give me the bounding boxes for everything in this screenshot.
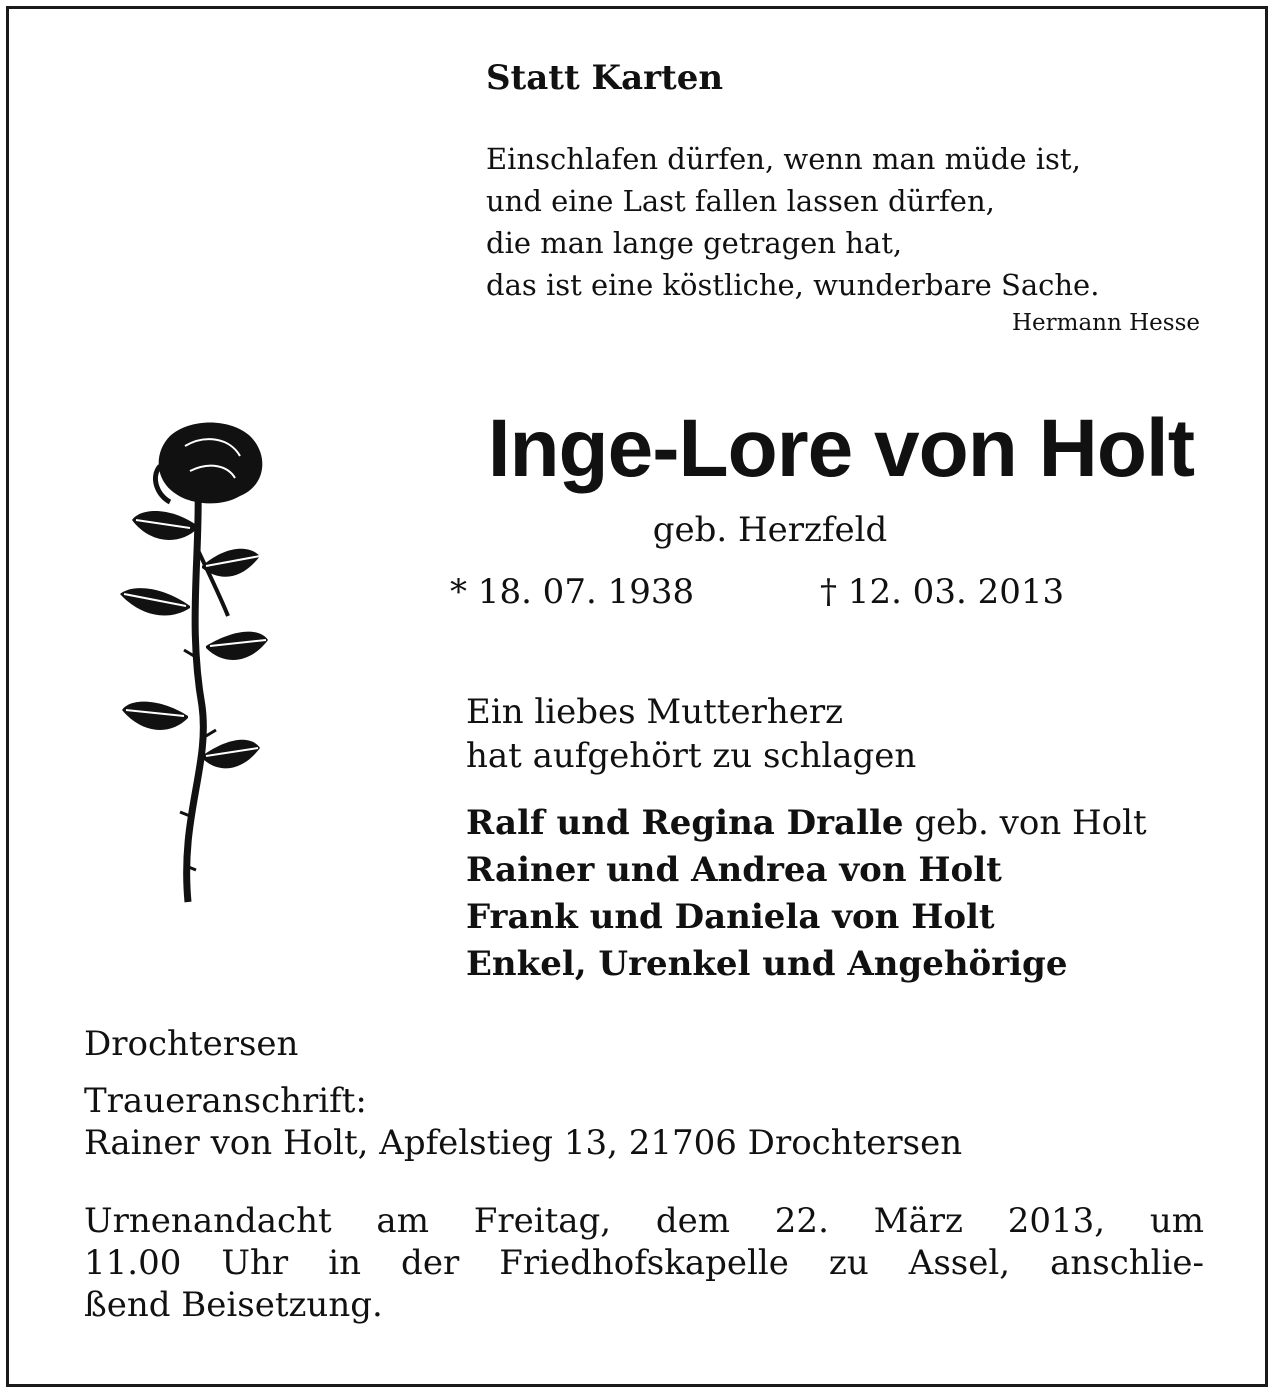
- mother-line: hat aufgehört zu schlagen: [466, 736, 917, 776]
- family-line: [466, 800, 1147, 847]
- address-line: Rainer von Holt, Apfelstieg 13, 21706 Drochtersen: [84, 1123, 963, 1163]
- service-line: Urnenandacht am Freitag, dem 22. März 2013, um: [84, 1201, 1204, 1241]
- mother-text: [466, 690, 916, 778]
- address-label: Traueranschrift:: [84, 1081, 367, 1121]
- family-names: Rainer und Andrea von Holt: [466, 850, 1002, 890]
- city: Drochtersen: [84, 1024, 299, 1064]
- family-names: Frank und Daniela von Holt: [466, 897, 995, 937]
- header-statt-karten: Statt Karten: [486, 58, 724, 98]
- service-line: ßend Beisetzung.: [84, 1285, 383, 1325]
- poem-line: und eine Last fallen lassen dürfen,: [486, 184, 995, 218]
- poem: [486, 138, 1099, 306]
- death-date: † 12. 03. 2013: [820, 572, 1065, 612]
- poem-line: die man lange getragen hat,: [486, 226, 903, 260]
- mourning-address: [84, 1080, 962, 1164]
- birth-date: * 18. 07. 1938: [450, 572, 695, 612]
- family-names: Enkel, Urenkel und Angehörige: [466, 944, 1068, 984]
- family-line: [466, 847, 1147, 894]
- family-names: Ralf und Regina Dralle: [466, 803, 904, 843]
- deceased-name: Inge-Lore von Holt: [487, 403, 1194, 494]
- rose-icon: [110, 416, 280, 906]
- mother-line: Ein liebes Mutterherz: [466, 692, 844, 732]
- service-notice: [84, 1200, 1204, 1326]
- family-note: geb. von Holt: [903, 803, 1147, 843]
- family-list: [466, 800, 1147, 988]
- poem-line: Einschlafen dürfen, wenn man müde ist,: [486, 142, 1081, 176]
- maiden-name: geb. Herzfeld: [652, 510, 888, 550]
- family-line: [466, 941, 1147, 988]
- poem-author: Hermann Hesse: [1011, 310, 1200, 336]
- family-line: [466, 894, 1147, 941]
- poem-line: das ist eine köstliche, wunderbare Sache.: [486, 268, 1100, 302]
- service-line: 11.00 Uhr in der Friedhofskapelle zu Assel, anschlie-: [84, 1243, 1204, 1283]
